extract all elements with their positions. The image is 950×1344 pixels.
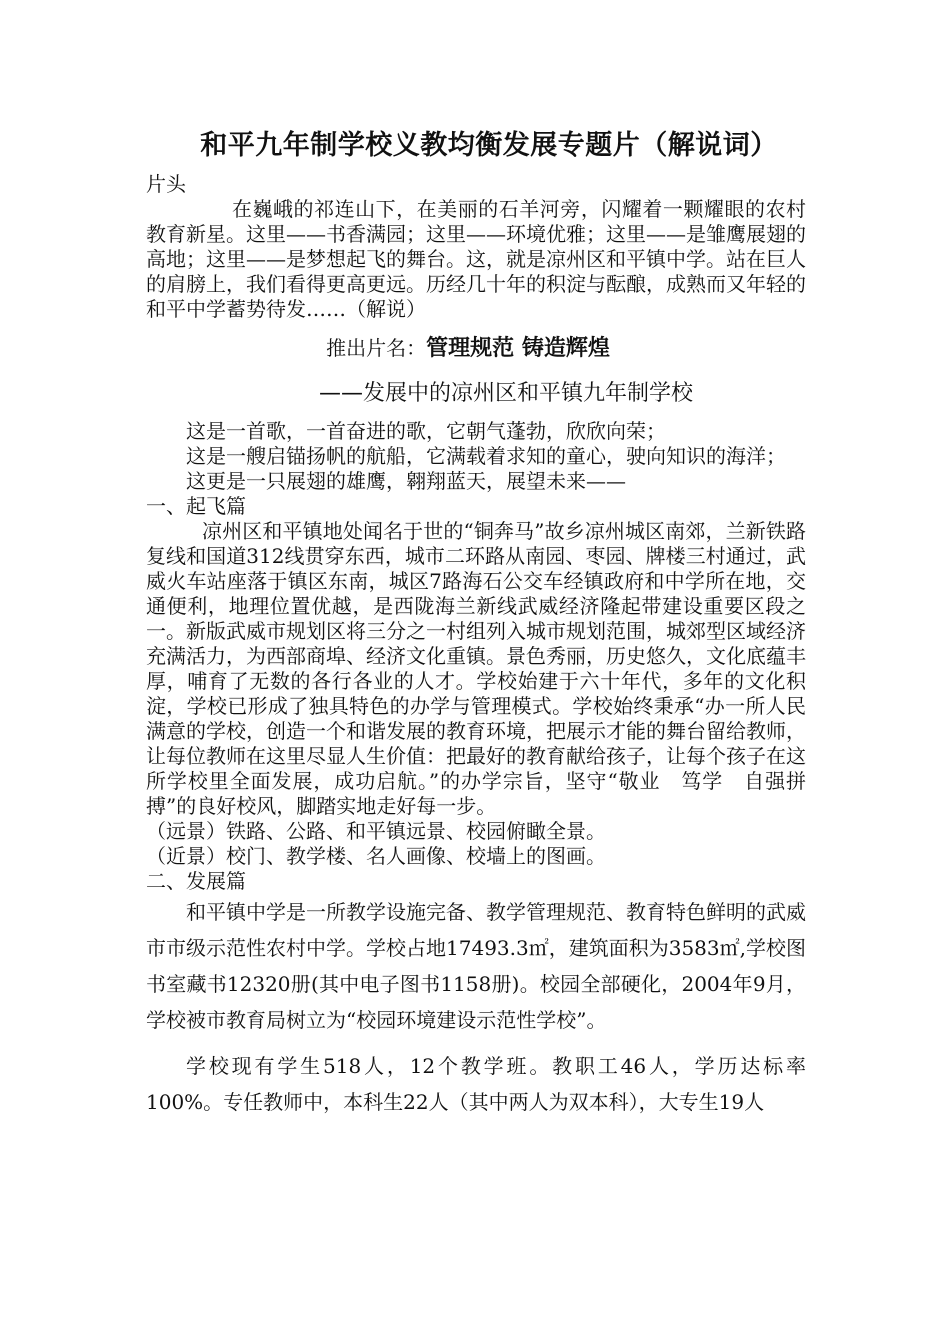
- opening-label: 片头: [146, 172, 186, 196]
- verse-line-3: 这更是一只展翅的雄鹰，翱翔蓝天，展望未来——: [186, 469, 626, 493]
- verse-line-2: 这是一艘启锚扬帆的航船，它满载着求知的童心，驶向知识的海洋；: [186, 444, 786, 468]
- film-name: 管理规范 铸造辉煌: [426, 336, 610, 361]
- film-name-line: [146, 332, 806, 365]
- section-two-paragraph-2: 学校现有学生518人，12个教学班。教职工46人，学历达标率100%。专任教师中，本科生22人（其中两人为双本科），大专生19人: [146, 1054, 806, 1114]
- verse-line-1: 这是一首歌，一首奋进的歌，它朝气蓬勃，欣欣向荣；: [186, 419, 666, 443]
- document-body: [146, 128, 806, 1120]
- section-two-heading: 二、发展篇: [146, 869, 246, 893]
- document-title: 和平九年制学校义教均衡发展专题片（解说词）: [200, 130, 778, 161]
- section-two-paragraph-1: 和平镇中学是一所教学设施完备、教学管理规范、教育特色鲜明的武威市市级示范性农村中学。学校占地17493.3㎡，建筑面积为3583㎡,学校图书室藏书12320册(其中电子图书1158册)。校园全部硬化，2004年9月，学校被市教育局树立为“校园环境建设示范性学校”。: [146, 900, 806, 1032]
- shot-far: （远景）铁路、公路、和平镇远景、校园俯瞰全景。: [146, 819, 606, 843]
- section-one-paragraph: 凉州区和平镇地处闻名于世的“铜奔马”故乡凉州城区南郊，兰新铁路复线和国道312线贯穿东西，城市二环路从南园、枣园、牌楼三村通过，武威火车站座落于镇区东南，城区7路海石公交车经镇政府和中学所在地，交通便利，地理位置优越，是西陇海兰新线武威经济隆起带建设重要区段之一。新版武威市规划区将三分之一村组列入城市规划范围，城郊型区域经济充满活力，为西部商埠、经济文化重镇。景色秀丽，历史悠久，文化底蕴丰厚，哺育了无数的各行各业的人才。学校始建于六十年代，多年的文化积淀，学校已形成了独具特色的办学与管理模式。学校始终秉承“办一所人民满意的学校，创造一个和谐发展的教育环境，把展示才能的舞台留给教师，让每位教师在这里尽显人生价值：把最好的教育献给孩子，让每个孩子在这所学校里全面发展，成功启航。”的办学宗旨，坚守“敬业 笃学 自强拼搏”的良好校风，脚踏实地走好每一步。: [146, 519, 806, 818]
- section-one-heading: 一、起飞篇: [146, 494, 246, 518]
- film-name-prefix: 推出片名：: [326, 336, 427, 360]
- film-subtitle: ——发展中的凉州区和平镇九年制学校: [319, 381, 694, 406]
- opening-paragraph: 在巍峨的祁连山下，在美丽的石羊河旁，闪耀着一颗耀眼的农村教育新星。这里——书香满园；这里——环境优雅；这里——是雏鹰展翅的高地；这里——是梦想起飞的舞台。这，就是凉州区和平镇中学。站在巨人的肩膀上，我们看得更高更远。历经几十年的积淀与酝酿，成熟而又年轻的和平中学蓄势待发……（解说）: [146, 197, 806, 321]
- shot-near: （近景）校门、教学楼、名人画像、校墙上的图画。: [146, 844, 606, 868]
